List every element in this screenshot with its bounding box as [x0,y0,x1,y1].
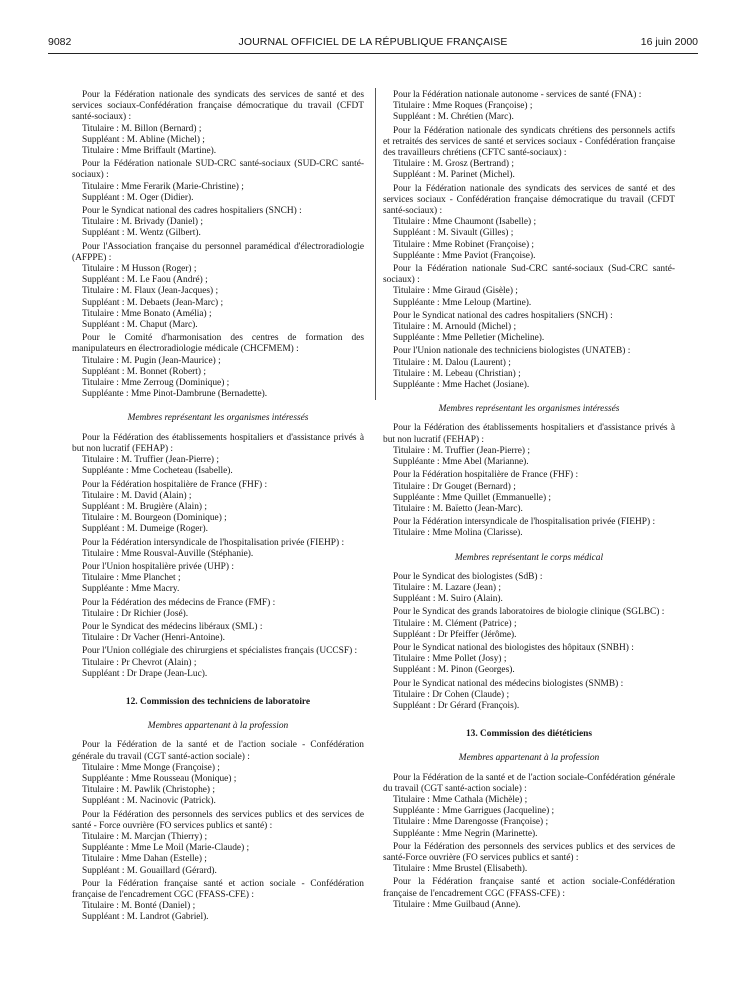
member-entry: Suppléant : M. Parinet (Michel). [393,170,515,181]
member-entry: Titulaire : Mme Rousval-Auville (Stéphanie). [82,548,254,559]
member-entry: Suppléant : M. Pinon (Georges). [393,665,515,676]
publication-date: 16 juin 2000 [640,36,698,48]
member-entry: Titulaire : M. Bonté (Daniel) ; [82,901,196,912]
member-entry: Titulaire : Mme Chaumont (Isabelle) ; [393,217,537,228]
member-entry: Suppléante : Mme Hachet (Josiane). [393,380,530,391]
member-entry: Suppléante : Mme Pinot-Dambrune (Bernadette). [82,389,268,400]
member-entry: Suppléante : Mme Macry. [82,584,180,595]
section-heading: 12. Commission des techniciens de laboratoire [125,696,311,707]
member-entry: Titulaire : Mme Briffault (Martine). [82,146,217,157]
organization-heading: Pour la Fédération de la santé et de l'action sociale - Confédération générale du travail (CGT santé-action sociale) : [72,740,364,762]
organization-heading: Pour la Fédération des établissements hospitaliers et d'assistance privés à but non lucratif (FEHAP) : [383,423,675,445]
member-entry: Suppléant : M. Nacinovic (Patrick). [82,796,216,807]
member-entry: Titulaire : Mme Zerroug (Dominique) ; [82,378,230,389]
member-entry: Titulaire : Dr Cohen (Claude) ; [393,689,510,700]
member-entry: Titulaire : M. Marcjan (Thierry) ; [82,831,208,842]
member-entry: Titulaire : Mme Bonato (Amélia) ; [82,308,212,319]
member-entry: Suppléante : Mme Rousseau (Monique) ; [82,773,237,784]
member-entry: Suppléante : Mme Leloup (Martine). [393,297,532,308]
member-entry: Suppléant : Dr Pfeiffer (Jérôme). [393,629,517,640]
member-entry: Suppléant : M. Bonnet (Robert) ; [82,366,206,377]
organization-heading: Pour la Fédération nationale autonome - services de santé (FNA) : [393,90,642,100]
organization-heading: Pour la Fédération nationale Sud-CRC santé-sociaux (Sud-CRC santé-sociaux) : [383,264,675,286]
subsection-heading: Membres représentant le corps médical [454,552,604,563]
page-header [48,36,698,52]
member-entry: Titulaire : Mme Giraud (Gisèle) ; [393,286,518,297]
member-entry: Titulaire : M. Lebeau (Christian) ; [393,368,521,379]
organization-heading: Pour le Syndicat national des cadres hospitaliers (SNCH) : [393,310,613,321]
organization-heading: Pour le Syndicat des biologistes (SdB) : [393,571,543,582]
member-entry: Suppléant : M. Oger (Didier). [82,192,194,203]
page-number: 9082 [48,36,72,48]
member-entry: Titulaire : M. Bourgeon (Dominique) ; [82,513,227,524]
member-entry: Titulaire : M. Clément (Patrice) ; [393,618,517,629]
organization-heading: Pour la Fédération des personnels des services publics et des services de santé-Force ouvrière (FO services publics et santé) : [383,841,675,863]
member-entry: Titulaire : Mme Monge (Françoise) ; [82,762,220,773]
member-entry: Suppléant : M. Abline (Michel) ; [82,134,205,145]
organization-heading: Pour le Syndicat national des biologistes des hôpitaux (SNBH) : [393,642,634,653]
right-column [383,88,675,911]
organization-heading: Pour la Fédération nationale des syndicats des services de santé et des services sociaux-Confédération française démocratique du travail (CFDT santé-sociaux) : [72,90,364,123]
organization-heading: Pour la Fédération française santé et action sociale - Confédération française de l'encadrement CGC (FFASS-CFE) : [72,878,364,900]
organization-heading: Pour la Fédération hospitalière de France (FHF) : [393,470,579,481]
member-entry: Suppléante : Mme Abel (Marianne). [393,457,529,468]
organization-heading: Pour le Syndicat des grands laboratoires de biologie clinique (SGLBC) : [393,607,665,618]
member-entry: Titulaire : Mme Cathala (Michèle) ; [393,794,528,805]
member-entry: Suppléante : Mme Cocheteau (Isabelle). [82,466,233,477]
member-entry: Titulaire : M. David (Alain) ; [82,490,192,501]
member-entry: Suppléant : M. Wentz (Gilbert). [82,228,201,239]
member-entry: Suppléante : Mme Le Moil (Marie-Claude) ; [82,843,250,854]
organization-heading: Pour la Fédération des personnels des services publics et des services de santé - Force ouvrière (FO services publics et santé) : [72,809,364,831]
organization-heading: Pour la Fédération de la santé et de l'action sociale-Confédération générale du travail (CGT santé-action sociale) : [383,772,675,794]
organization-heading: Pour le Syndicat national des médecins biologistes (SNMB) : [393,678,624,689]
organization-heading: Pour la Fédération nationale des syndicats des services de santé et des services sociaux - Confédération française démocratique du travail (CFDT santé-sociaux) : [383,183,675,217]
member-entry: Suppléant : M. Landrot (Gabriel). [82,912,209,923]
member-entry: Suppléant : M. Chrétien (Marc). [393,112,514,123]
member-entry: Suppléante : Mme Garrigues (Jacqueline) ; [393,806,555,817]
member-entry: Suppléant : M. Sivault (Gilles) ; [393,228,514,239]
member-entry: Titulaire : Mme Roques (Françoise) ; [393,101,533,112]
member-entry: Titulaire : Mme Molina (Clarisse). [393,528,523,539]
organization-heading: Pour la Fédération hospitalière de France (FHF) : [82,479,268,490]
member-entry: Titulaire : Dr Gouget (Bernard) ; [393,481,516,492]
left-column [72,88,364,924]
organization-heading: Pour l'Union collégiale des chirurgiens et spécialistes français (UCCSF) : [82,646,358,657]
organization-heading: Pour la Fédération nationale SUD-CRC santé-sociaux (SUD-CRC santé-sociaux) : [72,159,364,181]
member-entry: Titulaire : M. Billon (Bernard) ; [82,123,202,134]
organization-heading: Pour l'Union nationale des techniciens biologistes (UNATEB) : [393,346,631,357]
organization-heading: Pour le Syndicat des médecins libéraux (SML) : [82,621,263,632]
member-entry: Titulaire : M. Flaux (Jean-Jacques) ; [82,286,219,297]
column-divider [375,88,376,400]
member-entry: Titulaire : M. Brivady (Daniel) ; [82,217,203,228]
organization-heading: Pour l'Association française du personnel paramédical d'électroradiologie (AFPPE) : [72,241,364,263]
journal-title: JOURNAL OFFICIEL DE LA RÉPUBLIQUE FRANÇAISE [238,36,508,48]
member-entry: Titulaire : M. Truffier (Jean-Pierre) ; [82,455,219,466]
member-entry: Titulaire : Mme Brustel (Elisabeth). [393,864,528,875]
member-entry: Titulaire : M. Lazare (Jean) ; [393,582,501,593]
member-entry: Titulaire : M. Grosz (Bertrand) ; [393,159,514,170]
member-entry: Suppléant : M. Suiro (Alain). [393,594,503,605]
organization-heading: Pour la Fédération des médecins de France (FMF) : [82,597,276,608]
member-entry: Titulaire : M Husson (Roger) ; [82,264,197,275]
member-entry: Titulaire : Pr Chevrot (Alain) ; [82,657,197,668]
member-entry: Titulaire : Mme Robinet (Françoise) ; [393,239,535,250]
member-entry: Titulaire : M. Arnould (Michel) ; [393,322,517,333]
member-entry: Suppléant : M. Le Faou (André) ; [82,275,208,286]
member-entry: Titulaire : Mme Guilbaud (Anne). [393,899,521,910]
member-entry: Suppléant : Dr Drape (Jean-Luc). [82,668,208,679]
member-entry: Suppléante : Mme Pelletier (Micheline). [393,333,545,344]
member-entry: Suppléante : Mme Quillet (Emmanuelle) ; [393,492,552,503]
organization-heading: Pour le Comité d'harmonisation des centres de formation des manipulateurs en électroradiologie médicale (CHCFMEM) : [72,333,364,355]
member-entry: Titulaire : M. Dalou (Laurent) ; [393,357,511,368]
subsection-heading: Membres représentant les organismes intéressés [127,413,309,424]
organization-heading: Pour le Syndicat national des cadres hospitaliers (SNCH) : [82,206,302,217]
organization-heading: Pour la Fédération intersyndicale de l'hospitalisation privée (FIEHP) : [393,517,656,528]
subsection-heading: Membres appartenant à la profession [147,721,289,732]
member-entry: Titulaire : Mme Darengosse (Françoise) ; [393,817,549,828]
member-entry: Suppléant : M. Gouaillard (Gérard). [82,865,217,876]
subsection-heading: Membres appartenant à la profession [458,753,600,764]
member-entry: Titulaire : M. Pugin (Jean-Maurice) ; [82,355,221,366]
member-entry: Suppléante : Mme Paviot (Françoise). [393,250,536,261]
member-entry: Suppléant : M. Dumeige (Roger). [82,524,209,535]
member-entry: Titulaire : Dr Vacher (Henri-Antoine). [82,633,225,644]
organization-heading: Pour la Fédération française santé et action sociale-Confédération française de l'encadrement CGC (FFASS-CFE) : [383,877,675,899]
section-heading: 13. Commission des diététiciens [465,729,593,740]
member-entry: Titulaire : Mme Planchet ; [82,573,181,584]
member-entry: Suppléant : M. Brugière (Alain) ; [82,501,207,512]
organization-heading: Pour la Fédération des établissements hospitaliers et d'assistance privés à but non lucratif (FEHAP) : [72,432,364,454]
member-entry: Suppléant : Dr Gérard (François). [393,700,520,711]
member-entry: Suppléant : M. Debaets (Jean-Marc) ; [82,297,224,308]
member-entry: Titulaire : Mme Pollet (Josy) ; [393,654,507,665]
organization-heading: Pour l'Union hospitalière privée (UHP) : [82,561,234,572]
member-entry: Titulaire : M. Truffier (Jean-Pierre) ; [393,445,530,456]
subsection-heading: Membres représentant les organismes intéressés [438,404,620,415]
member-entry: Titulaire : Mme Ferarik (Marie-Christine) ; [82,181,244,192]
member-entry: Titulaire : M. Baïetto (Jean-Marc). [393,503,523,514]
member-entry: Titulaire : M. Pawlik (Christophe) ; [82,785,215,796]
member-entry: Titulaire : Dr Richier (José). [82,608,189,619]
organization-heading: Pour la Fédération intersyndicale de l'hospitalisation privée (FIEHP) : [82,537,345,548]
member-entry: Titulaire : Mme Dahan (Estelle) ; [82,854,207,865]
member-entry: Suppléant : M. Chaput (Marc). [82,320,198,331]
member-entry: Suppléante : Mme Negrin (Marinette). [393,828,538,839]
organization-heading: Pour la Fédération nationale des syndicats chrétiens des personnels actifs et retraités des services de santé et services sociaux - Confédération française des travailleurs chrétiens (CFTC santé-sociaux) : [383,125,675,159]
header-rule [48,53,698,54]
